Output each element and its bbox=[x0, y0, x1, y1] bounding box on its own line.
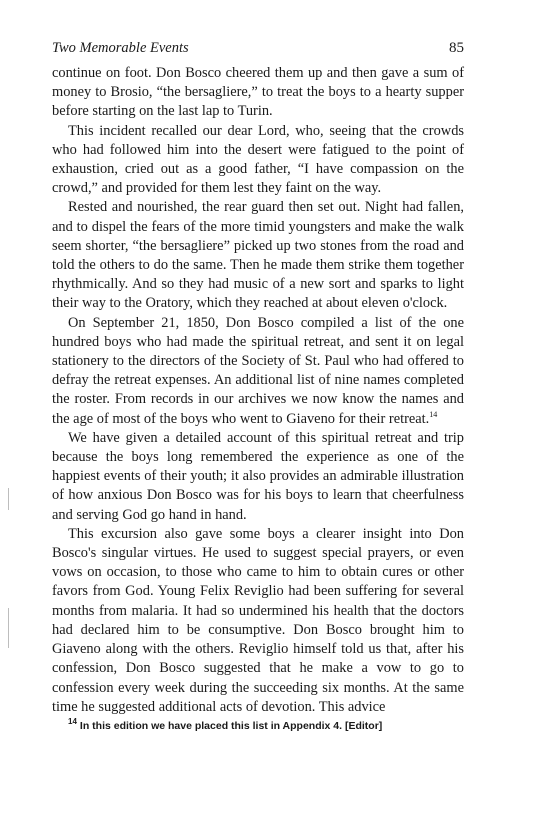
paragraph: This excursion also gave some boys a clearer insight into Don Bosco's singular virtues. He used to suggest special prayers, or even vows on occasion, to those who came to him to obtain cures or other favors from God. Young Felix Reviglio had been suffering for several months from malaria. It had so undermined his health that the doctors had declared him to be consumptive. Don Bosco brought him to Giaveno along with the others. Reviglio himself told us that, after his confession, Don Bosco suggested that he make a vow to go to confession every week during the succeeding six months. At the same time he suggested additional acts of devotion. This advice bbox=[52, 525, 464, 715]
scan-margin-mark bbox=[8, 488, 9, 510]
paragraph: We have given a detailed account of this spiritual retreat and trip because the boys long remembered the experience as one of the happiest events of their youth; it also provides an admirable illustration of how anxious Don Bosco was for his boys to learn that cheerfulness and serving God go hand in hand. bbox=[52, 429, 464, 523]
paragraph bbox=[52, 314, 464, 429]
body-text bbox=[52, 64, 464, 717]
footnote-number: 14 bbox=[68, 717, 77, 727]
footnote-reference: 14 bbox=[429, 409, 438, 419]
paragraph-text: On September 21, 1850, Don Bosco compiled a list of the one hundred boys who had made the spiritual retreat, and sent it on legal stationery to the directors of the Society of St. Paul who had offered to defray the retreat expenses. An additional list of nine names completed the roster. From records in our archives we now know the names and the age of most of the boys who went to Giaveno for their retreat. bbox=[52, 314, 464, 427]
paragraph: continue on foot. Don Bosco cheered them up and then gave a sum of money to Brosio, “the bersagliere,” to treat the boys to a hearty supper before starting on the last lap to Turin. bbox=[52, 65, 464, 120]
paragraph: Rested and nourished, the rear guard then set out. Night had fallen, and to dispel the fears of the more timid youngsters and make the walk seem shorter, “the bersagliere” picked up two stones from the road and told the others to do the same. Then he made them strike them together rhythmically. And so they had music of a new sort and sparks to light their way to the Oratory, which they reached at about eleven o'clock. bbox=[52, 199, 464, 312]
book-page bbox=[52, 40, 464, 733]
running-title: Two Memorable Events bbox=[52, 40, 189, 56]
scan-margin-mark bbox=[8, 608, 9, 648]
paragraph: This incident recalled our dear Lord, who, seeing that the crowds who had followed him into the desert were fatigued to the point of exhaustion, cried out as a good father, “I have compassion on the crowd,” and provided for them lest they faint on the way. bbox=[52, 122, 464, 197]
footnote bbox=[52, 719, 464, 733]
footnote-text: In this edition we have placed this list in Appendix 4. [Editor] bbox=[79, 719, 383, 732]
page-number: 85 bbox=[449, 40, 464, 56]
running-head bbox=[52, 40, 464, 64]
